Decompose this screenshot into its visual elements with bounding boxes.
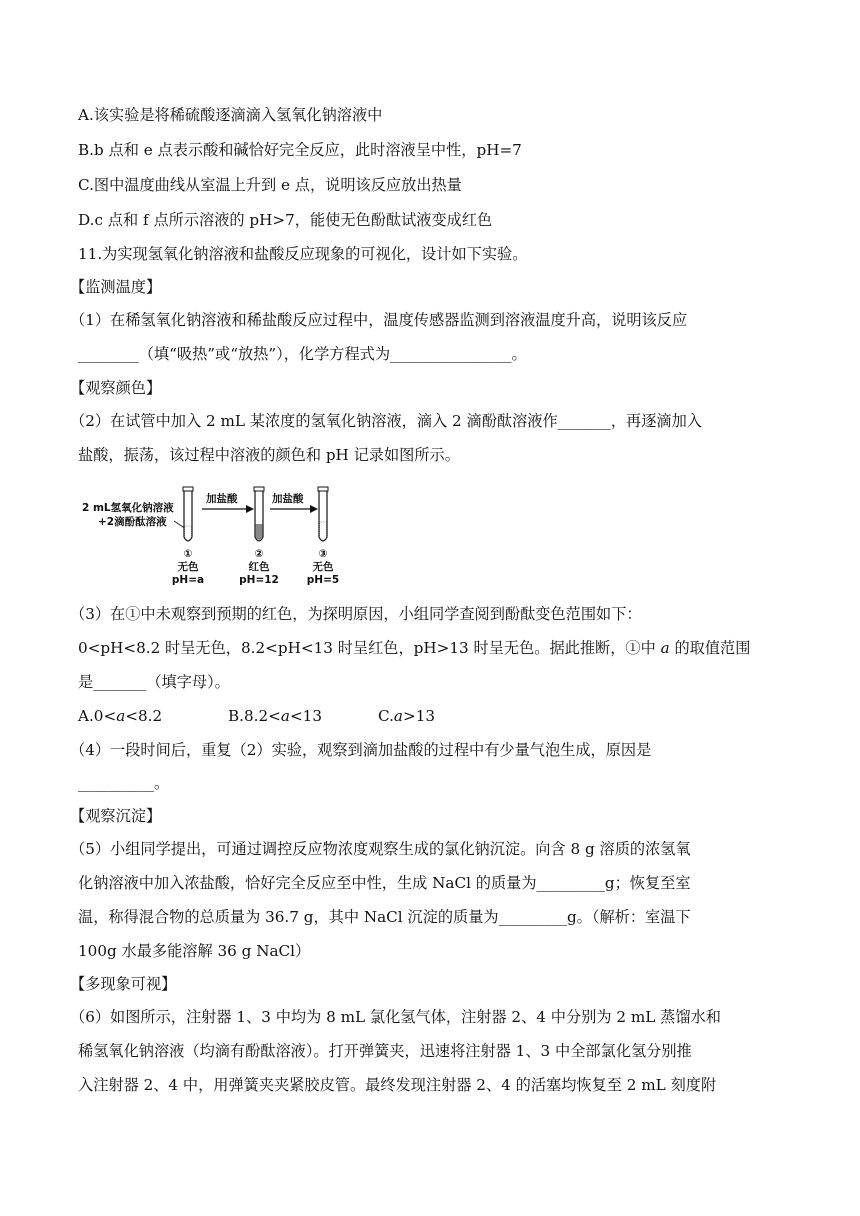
q3-option-b: B.8.2<a<13 — [228, 707, 322, 725]
tube-3-ph: pH=5 — [306, 574, 340, 586]
tube-1-number: ① — [183, 548, 193, 560]
tube-3-color: 无色 — [312, 561, 334, 573]
q3-line2: 0<pH<8.2 时呈无色，8.2<pH<13 时呈红色，pH>13 时呈无色。据此推断，①中 a 的取值范围 — [78, 639, 751, 657]
q2-line1: （2）在试管中加入 2 mL 某浓度的氢氧化钠溶液，滴入 2 滴酚酞溶液作_______，再逐滴加入 — [70, 412, 702, 430]
q6-line3: 入注射器 2、4 中，用弹簧夹夹紧胶皮管。最终发现注射器 2、4 的活塞均恢复至 2 mL 刻度附 — [78, 1076, 717, 1094]
q5-line1: （5）小组同学提出，可通过调控反应物浓度观察生成的氯化钠沉淀。向含 8 g 溶质的浓氢氧 — [70, 840, 691, 858]
reagent-label-1: 2 mL氢氧化钠溶液 — [82, 502, 174, 514]
tube-2-color: 红色 — [248, 561, 270, 573]
question-11-stem: 11.为实现氢氧化钠溶液和盐酸反应现象的可视化，设计如下实验。 — [78, 245, 528, 263]
q3-line1: （3）在①中未观察到预期的红色，为探明原因，小组同学查阅到酚酞变色范围如下： — [70, 605, 642, 623]
tube-1-ph: pH=a — [171, 574, 205, 586]
arrow-2-label: 加盐酸 — [272, 493, 304, 505]
q3-options — [78, 706, 435, 726]
q3-option-a: A.0<a<8.2 — [78, 707, 163, 725]
q5-line2: 化钠溶液中加入浓盐酸，恰好完全反应至中性，生成 NaCl 的质量为_________g；恢复至室 — [78, 874, 691, 892]
q4-line1: （4）一段时间后，重复（2）实验，观察到滴加盐酸的过程中有少量气泡生成，原因是 — [70, 741, 652, 759]
tube-3-number: ③ — [318, 548, 328, 560]
q2-line2: 盐酸，振荡，该过程中溶液的颜色和 pH 记录如图所示。 — [78, 446, 460, 464]
arrow-1-label: 加盐酸 — [206, 493, 238, 505]
q5-line3: 温，称得混合物的总质量为 36.7 g，其中 NaCl 沉淀的质量为_________g。（解析：室温下 — [78, 908, 691, 926]
test-tube-1 — [183, 487, 193, 541]
section-heading-temperature: 【监测温度】 — [70, 278, 162, 296]
test-tube-2 — [254, 487, 264, 541]
test-tube-3 — [318, 487, 328, 541]
arrow-1 — [202, 492, 254, 513]
arrow-2 — [270, 492, 318, 513]
reagent-label-2: +2滴酚酞溶液 — [98, 516, 167, 528]
option-c-line: C.图中温度曲线从室温上升到 e 点，说明该反应放出热量 — [78, 176, 462, 194]
section-heading-precipitate: 【观察沉淀】 — [70, 807, 162, 825]
option-a-line: A.该实验是将稀硫酸逐滴滴入氢氧化钠溶液中 — [78, 106, 383, 124]
tube-2-ph: pH=12 — [239, 574, 279, 586]
q1-line1: （1）在稀氢氧化钠溶液和稀盐酸反应过程中，温度传感器监测到溶液温度升高，说明该反应 — [70, 311, 688, 329]
section-heading-color: 【观察颜色】 — [70, 379, 162, 397]
section-heading-multi: 【多现象可视】 — [70, 975, 177, 993]
q6-line2: 稀氢氧化钠溶液（均滴有酚酞溶液）。打开弹簧夹，迅速将注射器 1、3 中全部氯化氢分别推 — [78, 1042, 692, 1060]
q4-line2: __________。 — [78, 774, 170, 792]
test-tube-figure — [78, 479, 340, 591]
test-tube-diagram — [78, 479, 340, 591]
q3-line3: 是_______（填字母）。 — [78, 673, 230, 691]
q3-option-c: C.a>13 — [378, 707, 436, 725]
q6-line1: （6）如图所示，注射器 1、3 中均为 8 mL 氯化氢气体，注射器 2、4 中分别为 2 mL 蒸馏水和 — [70, 1008, 721, 1026]
option-d-line: D.c 点和 f 点所示溶液的 pH>7，能使无色酚酞试液变成红色 — [78, 211, 493, 229]
option-b-line: B.b 点和 e 点表示酸和碱恰好完全反应，此时溶液呈中性，pH=7 — [78, 141, 522, 159]
tube-1-color: 无色 — [177, 561, 199, 573]
q5-line4: 100g 水最多能溶解 36 g NaCl） — [78, 942, 311, 960]
tube-2-number: ② — [254, 548, 264, 560]
q1-line2: ________（填“吸热”或“放热”），化学方程式为________________。 — [78, 345, 527, 363]
